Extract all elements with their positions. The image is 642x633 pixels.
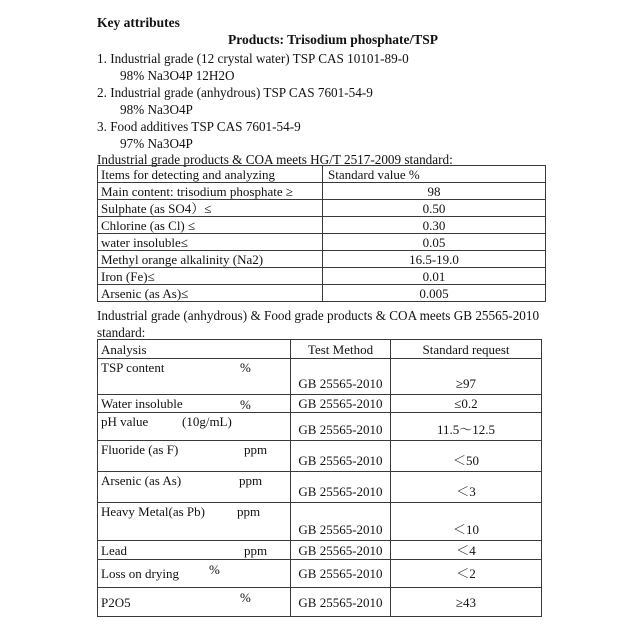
table-header-row [98,340,542,359]
header-items: Items for detecting and analyzing [98,166,323,183]
request-cell: ＜3 [391,472,542,503]
table1-caption: Industrial grade products & COA meets HG/T 2517-2009 standard: [97,152,453,167]
unit-label: ppm [239,473,263,488]
table-row [98,413,542,441]
method-cell: GB 25565-2010 [291,588,391,617]
table-row [98,200,546,217]
method-cell: GB 25565-2010 [291,359,391,395]
request-cell: ＜4 [391,541,542,560]
method-cell: GB 25565-2010 [291,395,391,413]
value-cell: 0.30 [323,217,546,234]
item-cell: Arsenic (as As)≤ [98,285,323,302]
header-standard-request: Standard request [391,340,542,359]
products-title: Products: Trisodium phosphate/TSP [227,32,439,47]
method-cell: GB 25565-2010 [291,560,391,588]
unit-label: % [240,397,251,412]
table-row [98,217,546,234]
item-label: Lead [101,542,127,558]
grade-line-2: 2. Industrial grade (anhydrous) TSP CAS 7601-54-9 [97,85,373,100]
analysis-cell [98,541,291,560]
item-label: Fluoride (as F) [101,442,179,457]
unit-label: ppm [237,504,261,519]
item-label: Heavy Metal(as Pb) [101,504,205,519]
item-label: Water insoluble [101,396,183,411]
header-standard-value: Standard value % [323,166,546,183]
request-cell: ≤0.2 [391,395,542,413]
value-cell: 0.01 [323,268,546,285]
request-cell: ≥43 [391,588,542,617]
analysis-cell [98,395,291,413]
item-label: TSP content [101,360,165,375]
item-cell: Methyl orange alkalinity (Na2) [98,251,323,268]
table-row [98,472,542,503]
request-cell: ＜50 [391,441,542,472]
analysis-cell [98,413,291,441]
item-label: P2O5 [101,594,131,610]
value-cell: 98 [323,183,546,200]
grade-spec-2: 98% Na3O4P [120,102,193,117]
table-header-row [98,166,546,183]
header-analysis: Analysis [98,340,291,359]
table-row [98,285,546,302]
table-row [98,441,542,472]
unit-label: ppm [244,543,268,558]
item-cell: Main content: trisodium phosphate ≥ [98,183,323,200]
unit-label: % [240,590,251,605]
unit-label: % [240,360,251,375]
request-cell: 11.5～12.5 [391,413,542,441]
value-cell: 16.5-19.0 [323,251,546,268]
item-label: pH value [101,414,149,429]
method-cell: GB 25565-2010 [291,541,391,560]
table-row [98,503,542,541]
key-attributes-heading: Key attributes [97,15,180,30]
item-cell: water insoluble≤ [98,234,323,251]
table-row [98,268,546,285]
table-row [98,395,542,413]
analysis-cell [98,588,291,617]
unit-label: (10g/mL) [182,414,232,429]
table2-caption-line2: standard: [97,325,146,340]
method-cell: GB 25565-2010 [291,441,391,472]
analysis-cell [98,560,291,588]
table-row [98,588,542,617]
table-row [98,183,546,200]
analysis-cell [98,441,291,472]
grade-spec-1: 98% Na3O4P 12H2O [120,68,235,83]
unit-label: % [209,562,220,577]
table-row [98,560,542,588]
item-label: Arsenic (as As) [101,473,182,488]
grade-line-1: 1. Industrial grade (12 crystal water) TSP CAS 10101-89-0 [97,51,409,66]
item-cell: Sulphate (as SO4）≤ [98,200,323,217]
request-cell: ＜10 [391,503,542,541]
header-test-method: Test Method [291,340,391,359]
item-cell: Iron (Fe)≤ [98,268,323,285]
table-row [98,541,542,560]
value-cell: 0.50 [323,200,546,217]
request-cell: ＜2 [391,560,542,588]
item-cell: Chlorine (as Cl) ≤ [98,217,323,234]
analysis-cell [98,359,291,395]
table-row [98,234,546,251]
table-row [98,359,542,395]
hg-standard-table [97,165,546,302]
item-label: Loss on drying [101,566,179,581]
gb-standard-table [97,339,542,617]
grade-line-3: 3. Food additives TSP CAS 7601-54-9 [97,119,301,134]
request-cell: ≥97 [391,359,542,395]
method-cell: GB 25565-2010 [291,413,391,441]
value-cell: 0.005 [323,285,546,302]
method-cell: GB 25565-2010 [291,503,391,541]
analysis-cell [98,503,291,541]
value-cell: 0.05 [323,234,546,251]
table-row [98,251,546,268]
analysis-cell [98,472,291,503]
grade-spec-3: 97% Na3O4P [120,136,193,151]
method-cell: GB 25565-2010 [291,472,391,503]
table2-caption-line1: Industrial grade (anhydrous) & Food grade products & COA meets GB 25565-2010 [97,308,540,323]
unit-label: ppm [244,442,268,457]
